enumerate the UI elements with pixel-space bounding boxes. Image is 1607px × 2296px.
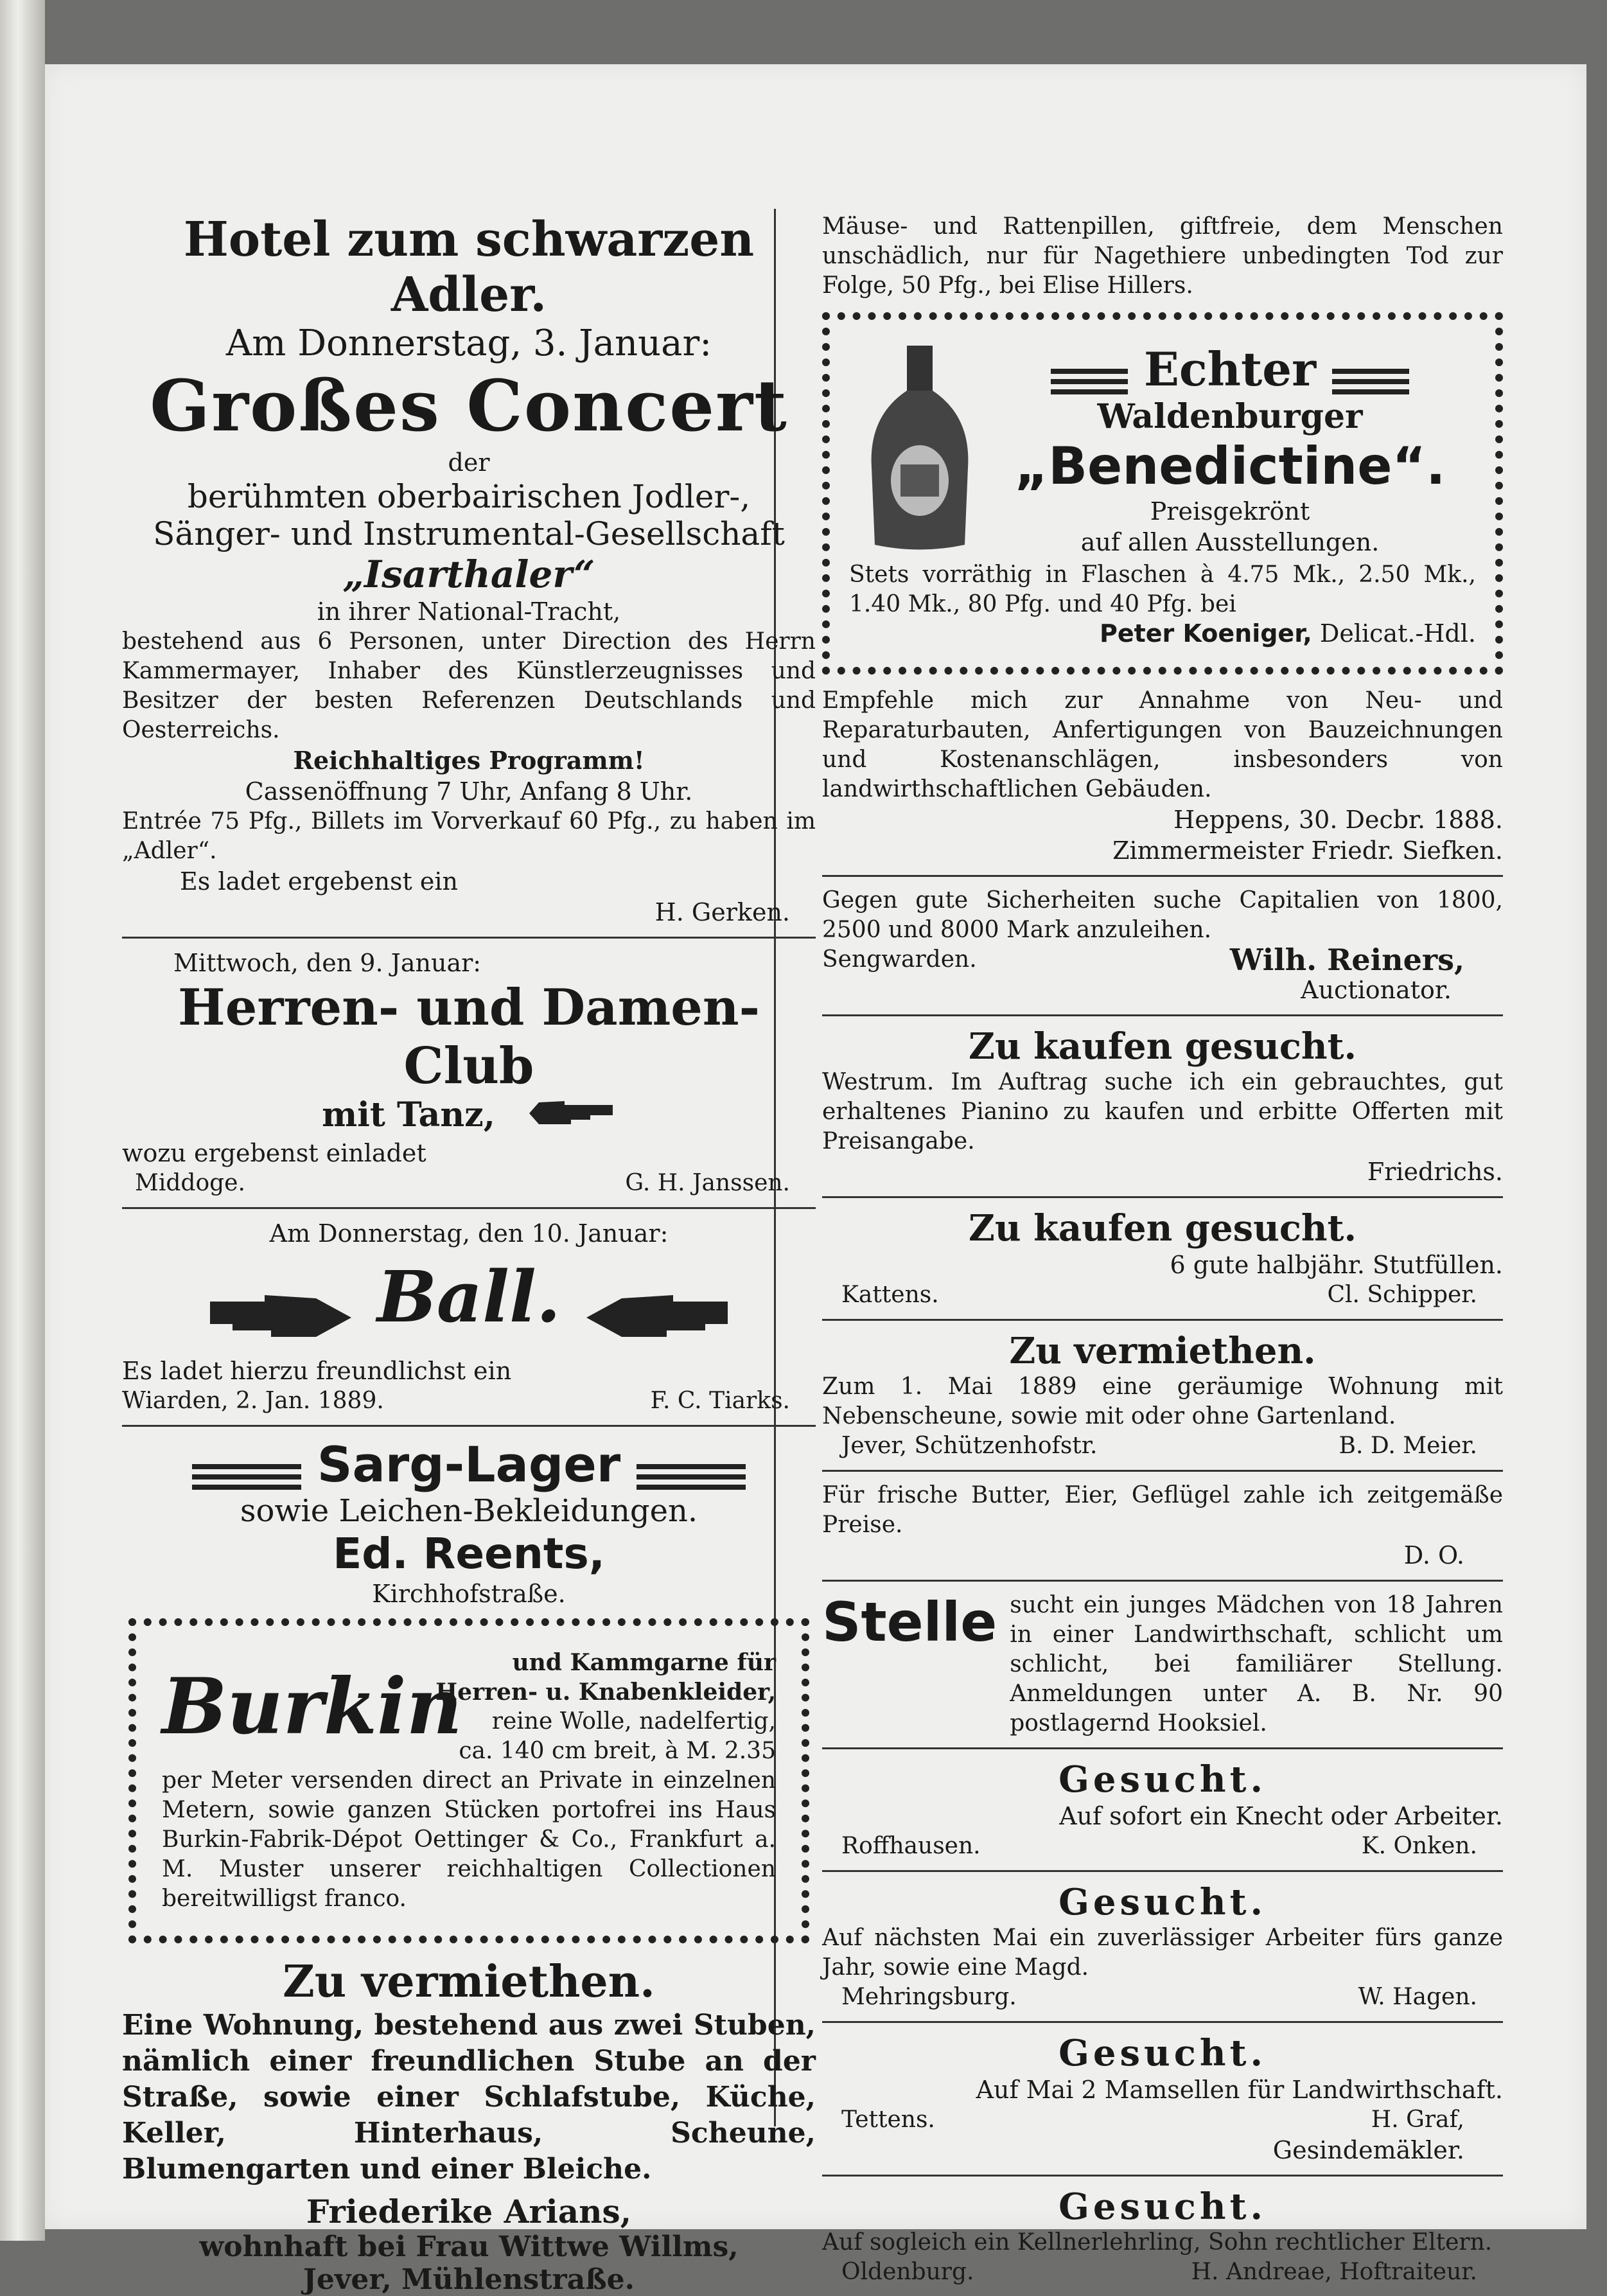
separator [822,1870,1503,1872]
ges3-place: Tettens. [841,2106,935,2133]
club-ad [122,948,816,1198]
hotel-date: Am Donnerstag, 3. Januar: [225,322,712,364]
verm-place: Jever, Schützenhofstr. [841,1433,1098,1459]
bene-name: „Benedictine“. [1014,436,1446,496]
ball-place: Wiarden, 2. Jan. 1889. [122,1387,384,1414]
kauf1-title: Zu kaufen gesucht. [968,1025,1357,1068]
club-place: Middoge. [135,1170,245,1196]
book-spine [0,0,45,2241]
gesucht-ad-4 [822,2186,1503,2287]
kaufen-ad-1 [822,1025,1503,1187]
bene-body: Stets vorräthig in Flaschen à 4.75 Mk., 2.50 Mk., 1.40 Mk., 80 Pfg. und 40 Pfg. bei [849,561,1476,617]
separator [822,1580,1503,1582]
separator [122,1207,816,1209]
kauf1-body: Westrum. Im Auftrag suche ich ein gebrauchtes, gut erhaltenes Pianino zu kaufen und erbitte Offerten mit Preisangabe. [822,1069,1503,1154]
club-wozu: wozu ergebenst einladet [122,1139,426,1167]
zimmer-sign: Zimmermeister Friedr. Siefken. [1112,836,1503,865]
ges2-title: Gesucht. [1058,1881,1267,1923]
ball-title: Ball. [376,1255,561,1338]
capital-sign2: Auctionator. [1301,976,1452,1004]
ges2-sign: W. Hagen. [1358,1984,1477,2010]
kauf2-sign: Cl. Schipper. [1327,1282,1477,1308]
club-tanz: mit Tanz, [322,1095,495,1135]
ges1-sign: K. Onken. [1361,1833,1477,1859]
sarg-title: Sarg-Lager [317,1435,621,1493]
separator [122,937,816,939]
sarg-ad [122,1436,816,1609]
left-column [122,212,816,2296]
hotel-der: der [448,448,490,477]
hotel-line2: Sänger- und Instrumental-Gesellschaft [153,515,785,552]
kauf1-sign: Friedrichs. [1367,1158,1503,1186]
ges3-sign2: Gesindemäkler. [1272,2136,1464,2164]
separator [822,2021,1503,2023]
ball-ad [122,1218,816,1416]
club-date: Mittwoch, den 9. Januar: [173,949,482,977]
burkin-body: per Meter versenden direct an Private in einzelnen Metern, sowie ganzen Stücken portofrei ins Haus Burkin-Fabrik-Dépot Oettinger & Co., Frankfurt a. M. Muster unserer reichhaltigen Collectionen bereitwilligst franco. [162,1767,776,1912]
zimmer-body: Empfehle mich zur Annahme von Neu- und Reparaturbauten, Anfertigungen von Bauzeichnungen und Kostenanschlägen, insbesonders von landwirthschaftlichen Gebäuden. [822,687,1503,802]
kauf2-place: Kattens. [841,1282,939,1308]
burkin-side3: reine Wolle, nadelfertig, [491,1708,776,1735]
capital-body: Gegen gute Sicherheiten suche Capitalien von 1800, 2500 und 8000 Mark anzuleihen. [822,887,1503,943]
capital-place: Sengwarden. [822,946,977,973]
capital-sign: Wilh. Reiners, [1229,942,1464,977]
bene-echter: Echter [1143,342,1317,397]
club-sign: G. H. Janssen. [625,1170,790,1196]
ges4-place: Oldenburg. [841,2259,974,2285]
ges1-body: Auf sofort ein Knecht oder Arbeiter. [1059,1802,1503,1830]
zimmermeister-ad [822,686,1503,866]
sarg-sub: sowie Leichen-Bekleidungen. [240,1492,698,1529]
ges3-body: Auf Mai 2 Mamsellen für Landwirthschaft. [976,2076,1503,2104]
vermiethen-body: Eine Wohnung, bestehend aus zwei Stuben, nämlich einer freundlichen Stube an der Straße, sowie einer Schlafstube, Küche, Keller, Hinterhaus, Scheune, Blumengarten und einer Bleiche. [122,2008,816,2186]
hotel-line1: berühmten oberbairischen Jodler-, [187,478,751,515]
zimmer-place: Heppens, 30. Decbr. 1888. [1173,806,1503,834]
vermiethen-name: Friederike Arians, [306,2192,632,2230]
hotel-group-name: „Isarthaler“ [342,552,595,596]
verm-sign: B. D. Meier. [1339,1433,1477,1459]
pointing-hand-left-icon [583,1289,731,1349]
ball-date: Am Donnerstag, den 10. Januar: [269,1219,669,1248]
ges3-title: Gesucht. [1058,2032,1267,2074]
ball-ladet: Es ladet hierzu freundlichst ein [122,1356,512,1385]
kauf2-body: 6 gute halbjähr. Stutfüllen. [1170,1251,1503,1279]
separator [822,1014,1503,1016]
hotel-title: Hotel zum schwarzen Adler. [183,212,755,322]
bene-ausst: auf allen Ausstellungen. [1080,527,1380,556]
hotel-ad [122,212,816,928]
verm-body: Zum 1. Mai 1889 eine geräumige Wohnung mit Nebenscheune, sowie mit oder ohne Gartenland. [822,1373,1503,1429]
separator [822,1747,1503,1749]
ball-sign: F. C. Tiarks. [650,1387,790,1414]
ges4-sign: H. Andreae, Hoftraiteur. [1191,2259,1477,2285]
separator [822,1196,1503,1198]
vermiethen-ad [122,1956,816,2296]
vermiethen-right-ad [822,1330,1503,1461]
ges3-sign: H. Graf, [1371,2106,1464,2133]
separator [122,1425,816,1427]
separator [822,2175,1503,2177]
hotel-ladet: Es ladet ergebenst ein [180,867,459,896]
right-column [822,212,1503,2287]
hotel-line3: in ihrer National-Tracht, [317,597,621,626]
vermiethen-addr1: wohnhaft bei Frau Wittwe Willms, [199,2230,739,2263]
burkin-side4: ca. 140 cm breit, à M. 2.35 [459,1737,776,1764]
gesucht-ad-1 [822,1758,1503,1861]
rat-poison-ad: Mäuse- und Rattenpillen, giftfreie, dem Menschen unschädlich, nur für Nagethiere unbedingten Tod zur Folge, 50 Pfg., bei Elise Hillers. [822,213,1503,299]
burkin-word: Burkin [162,1661,462,1752]
pointing-hand-icon [526,1097,616,1138]
vermiethen-title: Zu vermiethen. [283,1956,655,2008]
butter-ad [822,1481,1503,1571]
gesucht-ad-2 [822,1881,1503,2012]
ges4-body: Auf sogleich ein Kellnerlehrling, Sohn rechtlicher Eltern. [822,2229,1493,2256]
separator [822,1319,1503,1321]
bene-wald: Waldenburger [1097,396,1363,436]
verm-title: Zu vermiethen. [1009,1330,1316,1372]
decorative-bars [1051,369,1128,397]
burkin-side1: und Kammgarne für [512,1648,776,1676]
bene-seller2: Delicat.-Hdl. [1319,619,1476,648]
stelle-word: Stelle [822,1591,997,1654]
gesucht-ad-3 [822,2032,1503,2166]
newspaper-page [45,64,1586,2296]
bene-seller: Peter Koeniger, [1099,619,1312,648]
kaufen-ad-2 [822,1207,1503,1310]
sarg-street: Kirchhofstraße. [372,1579,566,1608]
club-title: Herren- und Damen-Club [178,978,760,1095]
hotel-entree: Entrée 75 Pfg., Billets im Vorverkauf 60 Pfg., zu haben im „Adler“. [122,808,816,864]
stelle-body: sucht ein junges Mädchen von 18 Jahren in einer Landwirthschaft, schlicht um schlicht, bei familiärer Stellung. Anmeldungen unter A. B. Nr. 90 postlagernd Hooksiel. [1010,1592,1503,1736]
hotel-programm: Reichhaltiges Programm! [293,746,645,775]
hotel-concert: Großes Concert [150,364,788,447]
hotel-body: bestehend aus 6 Personen, unter Direction des Herrn Kammermayer, Inhaber des Künstlerzeugnisses und Besitzer der besten Referenzen Deutschlands und Oesterreichs. [122,628,816,743]
ges2-body: Auf nächsten Mai ein zuverlässiger Arbeiter fürs ganze Jahr, sowie eine Magd. [822,1925,1503,1981]
butter-body: Für frische Butter, Eier, Geflügel zahle ich zeitgemäße Preise. [822,1482,1503,1538]
benedictine-ad [822,312,1503,675]
separator [822,875,1503,877]
ges2-place: Mehringsburg. [841,1984,1017,2010]
separator [822,1470,1503,1472]
stelle-ad [822,1591,1503,1738]
burkin-ad [128,1618,809,1943]
kauf2-title: Zu kaufen gesucht. [968,1207,1357,1250]
vermiethen-addr2: Jever, Mühlenstraße. [303,2263,635,2296]
bottle-image [849,339,984,560]
hotel-sign: H. Gerken. [654,898,790,926]
ges1-title: Gesucht. [1058,1758,1267,1801]
decorative-bars [192,1464,301,1492]
capital-ad [822,886,1503,1005]
decorative-bars [1332,369,1409,397]
pointing-hand-right-icon [207,1289,355,1349]
butter-sign: D. O. [1403,1541,1464,1569]
sarg-name: Ed. Reents, [333,1528,605,1578]
burkin-side2: Herren- u. Knabenkleider, [435,1678,776,1706]
decorative-bars [637,1464,746,1492]
ges1-place: Roffhausen. [841,1833,981,1859]
ges4-title: Gesucht. [1058,2186,1267,2228]
hotel-kasse: Cassenöffnung 7 Uhr, Anfang 8 Uhr. [245,777,693,806]
bene-preis: Preisgekrönt [1150,497,1310,525]
